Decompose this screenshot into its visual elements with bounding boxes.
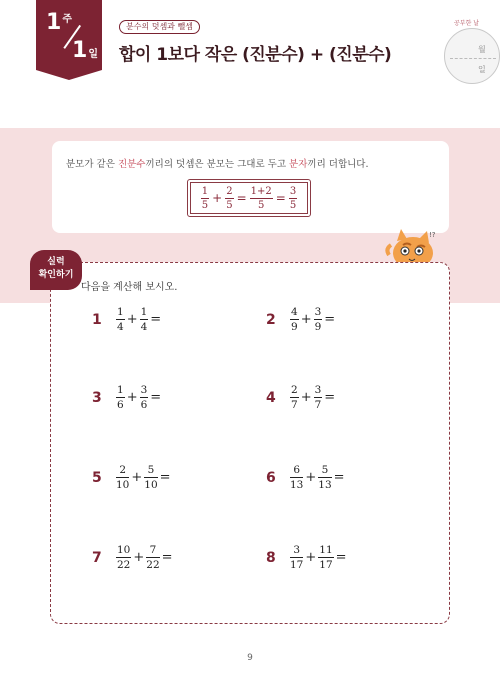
study-day-label: 일 [478,65,486,74]
concept-text [66,156,369,170]
plus-sign: + [126,312,138,327]
week-day-badge [36,0,102,80]
equals-sign: = [150,312,162,327]
equals-sign: = [150,390,162,405]
plus-sign: + [126,390,138,405]
problem-7[interactable] [92,544,175,571]
concept-text-part: 끼리의 덧셈은 분모는 그대로 두고 [145,159,290,170]
problem-4[interactable] [266,384,337,411]
problem-number: 5 [92,469,102,486]
study-date-box[interactable] [440,18,500,82]
equals-sign: = [333,470,345,485]
study-month-label: 월 [478,45,486,54]
problem-1[interactable] [92,306,163,333]
study-date-label: 공부한 날 [454,20,480,27]
fraction: $\frac{6}{13}$ [290,464,304,491]
plus-sign: + [212,191,223,205]
fraction: $\frac{4}{9}$ [291,306,298,333]
concept-box [52,141,449,233]
page-number: 9 [247,653,253,663]
svg-text:!?: !? [429,231,436,239]
problem-number: 4 [266,389,276,406]
fraction: $\frac{11}{17}$ [319,544,333,571]
unit-chip: 분수의 덧셈과 뺄셈 [119,20,200,34]
equals-sign: = [161,550,173,565]
fraction: $\frac{5}{10}$ [144,464,158,491]
fraction: $\frac{1+2}{5}$ [250,185,272,211]
equals-sign: = [236,191,247,205]
fraction: $\frac{5}{13}$ [318,464,332,491]
equals-sign: = [159,470,171,485]
concept-text-highlight: 분자 [289,159,308,170]
fraction: $\frac{3}{9}$ [314,306,322,333]
fraction: $\frac{3}{7}$ [314,384,322,411]
problem-number: 6 [266,469,276,486]
problem-number: 7 [92,549,102,566]
concept-text-part: 분모가 같은 [66,159,118,170]
fraction: $\frac{1}{4}$ [117,306,124,333]
problem-number: 8 [266,549,276,566]
fraction: $\frac{7}{22}$ [146,544,160,571]
fraction: $\frac{1}{6}$ [117,384,124,411]
instruction-text: 다음을 계산해 보시오. [81,282,178,293]
practice-tag [30,250,82,290]
plus-sign: + [305,470,317,485]
problem-5[interactable] [92,464,173,491]
practice-tag-line: 실력 [47,257,65,267]
plus-sign: + [305,550,317,565]
problem-number: 3 [92,389,102,406]
fraction: $\frac{3}{17}$ [290,544,304,571]
equals-sign: = [335,550,347,565]
practice-tag-line: 확인하기 [38,270,74,280]
problem-8[interactable] [266,544,349,571]
study-date-divider [450,58,496,59]
fraction: $\frac{2}{5}$ [226,185,233,211]
fraction: $\frac{2}{10}$ [116,464,130,491]
day-label: 1일 [72,38,98,63]
study-date-circle [444,28,500,84]
equals-sign: = [324,312,336,327]
problem-number: 2 [266,311,276,328]
page-title: 합이 1보다 작은 (진분수) + (진분수) [119,45,392,65]
plus-sign: + [131,470,143,485]
week-label: $1^주$ [46,10,72,35]
plus-sign: + [300,312,312,327]
fraction: $\frac{3}{6}$ [140,384,148,411]
problem-3[interactable] [92,384,163,411]
problem-2[interactable] [266,306,337,333]
fraction: $\frac{3}{5}$ [289,185,297,211]
example-formula-box [187,179,311,217]
fraction: $\frac{2}{7}$ [291,384,298,411]
equals-sign: = [324,390,336,405]
problem-6[interactable] [266,464,347,491]
fraction: $\frac{1}{5}$ [201,185,209,211]
plus-sign: + [133,550,145,565]
equals-sign: = [275,191,286,205]
concept-text-highlight: 진분수 [117,159,146,170]
plus-sign: + [300,390,312,405]
fraction: $\frac{1}{4}$ [140,306,148,333]
concept-text-part: 끼리 더합니다. [307,159,369,170]
problem-number: 1 [92,311,102,328]
fraction: $\frac{10}{22}$ [117,544,131,571]
